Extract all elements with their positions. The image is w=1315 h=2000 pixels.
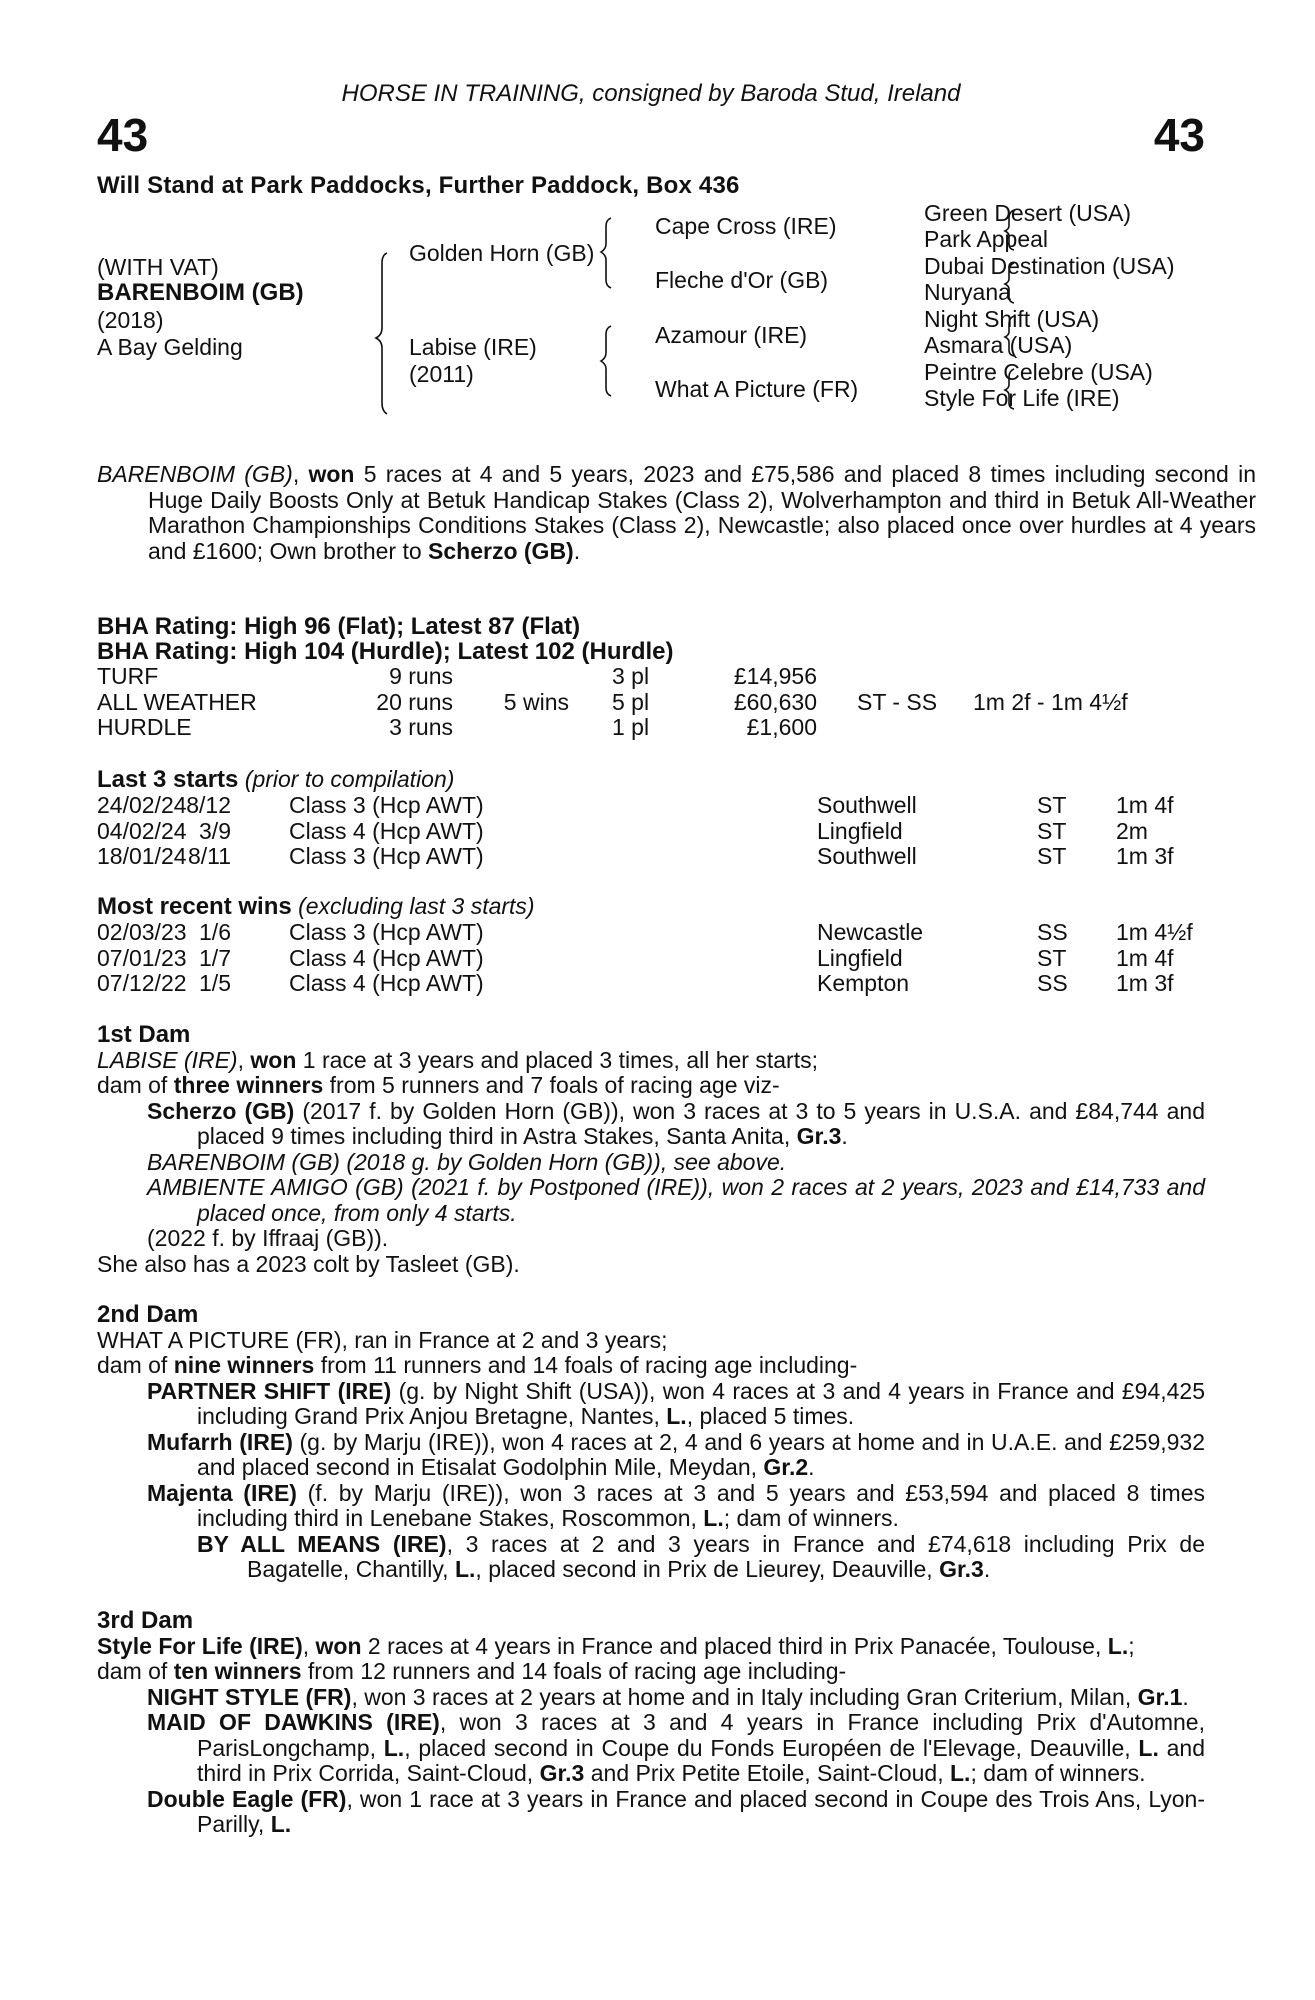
recent-win-pos: 1/7 (199, 944, 231, 971)
recent-win-row (97, 946, 1205, 972)
third-dam-produce-c: from 12 runners and 14 foals of racing age including- (301, 1658, 847, 1684)
recent-win-going: ST (1037, 944, 1067, 971)
recent-win-going: SS (1037, 970, 1068, 996)
last-start-pos: 8/11 (187, 843, 231, 869)
recent-win-race: Class 4 (Hcp AWT) (289, 944, 484, 971)
third-dam-text: 2 races at 4 years in France and placed third in Prix Panacée, Toulouse, (361, 1632, 1108, 1659)
third-dam-listed: L. (1107, 1632, 1129, 1659)
last-start-row (97, 819, 1205, 845)
produce-by-all-means-grade: Gr.3 (939, 1556, 984, 1582)
produce-ambiente-amigo-text: AMBIENTE AMIGO (GB) (2021 f. by Postponed (IRE)), won 2 races at 2 years, 2023 and £14,733 and placed once, from only 4 starts. (147, 1174, 1205, 1226)
recent-win-course: Newcastle (817, 919, 924, 945)
last-start-pos: 3/9 (199, 817, 231, 844)
produce-partner-shift-end: , placed 5 times. (686, 1403, 855, 1429)
rating-surface: TURF (97, 663, 159, 689)
produce-partner-shift (97, 1379, 1205, 1430)
produce-maid-of-dawkins-mid-2: and third in Prix Corrida, Saint-Cloud, (197, 1734, 1205, 1786)
sire-name: Golden Horn (GB) (409, 240, 595, 266)
recent-win-race: Class 3 (Hcp AWT) (289, 919, 484, 945)
recent-win-course: Lingfield (817, 944, 903, 971)
produce-night-style-name: NIGHT STYLE (FR) (147, 1683, 352, 1710)
produce-night-style-end: . (1182, 1683, 1189, 1710)
sire-sire: Cape Cross (IRE) (655, 213, 837, 239)
produce-by-all-means-listed: L. (454, 1556, 476, 1582)
recent-win-dist: 1m 3f (1116, 970, 1174, 996)
produce-scherzo-grade: Gr.3 (796, 1123, 842, 1149)
produce-barenboim: BARENBOIM (GB) (2018 g. by Golden Horn (GB)), see above. (147, 1148, 787, 1175)
rating-dist: 1m 2f - 1m 4½f (973, 688, 1128, 715)
rating-row (97, 690, 1205, 716)
produce-scherzo-name: Scherzo (GB) (147, 1097, 295, 1124)
produce-2022-filly: (2022 f. by Iffraaj (GB)). (147, 1225, 389, 1251)
bracket-sire (601, 218, 611, 288)
grandparent-3: Dubai Destination (USA) (924, 253, 1175, 279)
recent-win-dist: 1m 4f (1116, 944, 1174, 971)
rating-placed: 3 pl (612, 663, 650, 689)
produce-by-all-means (97, 1532, 1205, 1583)
last-start-going: ST (1037, 817, 1067, 844)
rating-surface: ALL WEATHER (97, 688, 257, 715)
summary-horse-name: BARENBOIM (GB) (97, 461, 293, 487)
rating-wins: 5 wins (503, 688, 569, 715)
produce-majenta (97, 1481, 1205, 1532)
produce-maid-of-dawkins-listed-1: L. (383, 1734, 405, 1761)
recent-wins-note: (excluding last 3 starts) (291, 893, 535, 919)
second-dam-heading: 2nd Dam (97, 1301, 199, 1328)
last-start-race: Class 3 (Hcp AWT) (289, 792, 484, 818)
first-dam-produce-line (97, 1073, 1205, 1099)
produce-majenta-text: (f. by Marju (IRE)), won 3 races at 3 and 5 years and £53,594 and placed 8 times including third in Lenebane Stakes, Roscommon, (197, 1479, 1205, 1531)
produce-maid-of-dawkins-mid-1: , placed second in Coupe du Fonds Européen de l'Elevage, Deauville, (404, 1734, 1139, 1761)
vat-note: (WITH VAT) (97, 254, 219, 280)
recent-win-date: 07/12/22 (97, 970, 187, 996)
rating-prize: £14,956 (733, 663, 817, 689)
lot-number-right: 43 (1153, 109, 1205, 161)
horse-year: (2018) (97, 307, 164, 333)
sire-dam: Fleche d'Or (GB) (655, 267, 829, 293)
produce-double-eagle-text: , won 1 race at 3 years in France and placed second in Coupe des Trois Ans, Lyon-Parilly, (197, 1785, 1205, 1837)
recent-win-row (97, 971, 1205, 997)
produce-mufarrh-end: . (808, 1454, 815, 1480)
rating-runs: 9 runs (389, 663, 453, 689)
produce-partner-shift-listed: L. (666, 1403, 687, 1429)
third-dam-line: Style For Life (IRE), won 2 races at 4 years in France and placed third in Prix Panacée, Toulouse, L.; (97, 1632, 1135, 1659)
rating-prize: £60,630 (733, 688, 817, 715)
recent-win-date: 07/01/23 (97, 944, 187, 971)
dam-sire: Azamour (IRE) (655, 322, 808, 348)
last-start-race: Class 4 (Hcp AWT) (289, 817, 484, 844)
last-start-going: ST (1037, 843, 1067, 869)
rating-runs: 20 runs (376, 688, 453, 715)
first-dam-winners: three winners (173, 1072, 324, 1098)
second-dam-winners: nine winners (173, 1352, 315, 1378)
summary-brother: Scherzo (GB) (428, 537, 574, 564)
grandparent-6: Asmara (USA) (924, 332, 1073, 358)
last-start-date: 24/02/24 (97, 792, 187, 818)
last-starts-title: Last 3 starts (97, 766, 239, 793)
produce-mufarrh-name: Mufarrh (IRE) (147, 1428, 293, 1455)
produce-maid-of-dawkins-listed-3: L. (949, 1760, 971, 1786)
second-dam-produce-line (97, 1353, 1205, 1379)
last-start-going: ST (1037, 792, 1067, 818)
rating-row (97, 715, 1205, 741)
produce-scherzo (97, 1099, 1205, 1150)
third-dam-won: won (315, 1632, 362, 1659)
produce-maid-of-dawkins (97, 1710, 1205, 1787)
recent-win-pos: 1/5 (199, 970, 231, 996)
third-dam-produce-line (97, 1659, 1205, 1685)
rating-prize: £1,600 (746, 714, 817, 740)
rating-runs: 3 runs (389, 714, 453, 740)
last-start-course: Southwell (817, 843, 917, 869)
grandparent-7: Peintre Celebre (USA) (924, 359, 1153, 385)
recent-win-going: SS (1037, 919, 1068, 945)
produce-majenta-name: Majenta (IRE) (147, 1479, 297, 1506)
grandparent-8: Style For Life (IRE) (924, 385, 1120, 411)
rating-placed: 1 pl (612, 714, 650, 740)
recent-win-pos: 1/6 (199, 919, 231, 945)
last-starts-note: (prior to compilation) (238, 766, 455, 792)
consignor-banner: HORSE IN TRAINING, consigned by Baroda Stud, Ireland (341, 80, 961, 107)
first-dam-text: 1 race at 3 years and placed 3 times, all her starts; (296, 1046, 818, 1073)
produce-night-style-grade: Gr.1 (1137, 1683, 1183, 1710)
produce-night-style (97, 1685, 1205, 1711)
rating-placed: 5 pl (612, 688, 650, 715)
produce-by-all-means-name: BY ALL MEANS (IRE) (197, 1530, 447, 1557)
produce-maid-of-dawkins-listed-2: L. (1138, 1734, 1159, 1761)
summary-won: won (308, 461, 355, 487)
produce-double-eagle-listed: L. (270, 1811, 292, 1837)
last-start-dist: 2m (1116, 817, 1148, 844)
grandparent-4: Nuryana (924, 279, 1011, 305)
grandparent-5: Night Shift (USA) (924, 306, 1100, 332)
pedigree-table (97, 200, 1205, 418)
third-dam-name: Style For Life (IRE) (97, 1632, 303, 1659)
produce-majenta-end: ; dam of winners. (723, 1505, 899, 1531)
last-start-dist: 1m 4f (1116, 792, 1174, 818)
produce-maid-of-dawkins-grade: Gr.3 (539, 1760, 585, 1786)
bracket-main (376, 253, 387, 414)
last-start-date: 18/01/24 (97, 843, 187, 869)
third-dam-heading: 3rd Dam (97, 1607, 194, 1634)
racing-summary: BARENBOIM (GB), won 5 races at 4 and 5 years, 2023 and £75,586 and placed 8 times including second in Huge Daily Boosts Only at Betuk Handicap Stakes (Class 2), Wolverhampton and third in Betuk All-Weather Marathon Championships Conditions Stakes (Class 2), Newcastle; also placed once over hurdles at 4 years and £1600; Own brother to Scherzo (GB). (97, 461, 1256, 564)
third-dam-end: ; (1128, 1632, 1135, 1659)
produce-maid-of-dawkins-text: , won 3 races at 3 and 4 years in France including Prix d'Automne, ParisLongchamp, (197, 1709, 1205, 1761)
summary-end: . (573, 537, 581, 564)
last-start-date: 04/02/24 (97, 817, 187, 844)
second-dam-section (97, 1302, 1205, 1583)
produce-mufarrh-grade: Gr.2 (763, 1454, 809, 1480)
rating-surface: HURDLE (97, 714, 192, 740)
second-dam-line: WHAT A PICTURE (FR), ran in France at 2 and 3 years; (97, 1326, 668, 1353)
produce-mufarrh (97, 1430, 1205, 1481)
last-start-course: Lingfield (817, 817, 903, 844)
third-dam-produce-a: dam of (97, 1658, 174, 1684)
produce-ambiente-amigo (97, 1175, 1205, 1226)
produce-partner-shift-text: (g. by Night Shift (USA)), won 4 races at 3 and 4 years in France and £94,425 including Grand Prix Anjou Bretagne, Nantes, (197, 1377, 1206, 1429)
produce-majenta-listed: L. (703, 1505, 724, 1531)
produce-maid-of-dawkins-mid-3: and Prix Petite Etoile, Saint-Cloud, (584, 1760, 950, 1786)
produce-maid-of-dawkins-name: MAID OF DAWKINS (IRE) (147, 1709, 440, 1735)
grandparent-1: Green Desert (USA) (924, 200, 1132, 226)
first-dam-section (97, 1022, 1205, 1277)
produce-partner-shift-name: PARTNER SHIFT (IRE) (147, 1377, 392, 1404)
last-start-dist: 1m 3f (1116, 843, 1174, 869)
recent-wins-title: Most recent wins (97, 893, 292, 920)
grandparent-2: Park Appeal (924, 226, 1049, 252)
produce-mufarrh-text: (g. by Marju (IRE)), won 4 races at 2, 4 and 6 years at home and in U.A.E. and £259,932 and placed second in Etisalat Godolphin Mile, Meydan, (197, 1428, 1205, 1480)
lot-number-left: 43 (97, 109, 149, 161)
last-start-pos: 8/12 (186, 792, 231, 818)
rating-going: ST - SS (857, 688, 938, 715)
summary-text: 5 races at 4 and 5 years, 2023 and £75,586 and placed 8 times including second in Huge Daily Boosts Only at Betuk Handicap Stakes (Class 2), Wolverhampton and third in Betuk All-Weather Marathon Championships Conditions Stakes (Class 2), Newcastle; also placed once over hurdles at 4 years and £1600; Own brother to (148, 461, 1256, 564)
recent-win-course: Kempton (817, 970, 910, 996)
horse-name: BARENBOIM (GB) (97, 279, 304, 306)
produce-scherzo-text: (2017 f. by Golden Horn (GB)), won 3 races at 3 to 5 years in U.S.A. and £84,744 and placed 9 times including third in Astra Stakes, Santa Anita, (197, 1097, 1206, 1149)
produce-night-style-text: , won 3 races at 2 years at home and in Italy including Gran Criterium, Milan, (351, 1683, 1138, 1710)
stand-location: Will Stand at Park Paddocks, Further Paddock, Box 436 (97, 172, 740, 199)
second-dam-produce-c: from 11 runners and 14 foals of racing age including- (314, 1352, 858, 1378)
produce-by-all-means-mid: , placed second in Prix de Lieurey, Deauville, (475, 1556, 940, 1582)
recent-win-row (97, 920, 1205, 946)
recent-win-race: Class 4 (Hcp AWT) (289, 970, 484, 996)
rating-row (97, 664, 1205, 690)
first-dam-won: won (250, 1046, 297, 1073)
recent-wins-heading (97, 894, 1205, 920)
first-dam-name: LABISE (IRE) (97, 1046, 238, 1073)
first-dam-foal-note: She also has a 2023 colt by Tasleet (GB). (97, 1250, 520, 1277)
produce-double-eagle (97, 1787, 1205, 1838)
dam-name: Labise (IRE) (409, 334, 537, 360)
last-start-course: Southwell (817, 792, 917, 818)
bha-rating-flat: BHA Rating: High 96 (Flat); Latest 87 (Flat) (97, 613, 581, 640)
first-dam-heading: 1st Dam (97, 1021, 191, 1048)
last-start-row (97, 844, 1205, 870)
recent-win-dist: 1m 4½f (1116, 919, 1193, 945)
produce-maid-of-dawkins-end: ; dam of winners. (970, 1760, 1146, 1786)
dam-year: (2011) (409, 361, 474, 387)
dam-dam: What A Picture (FR) (655, 376, 859, 402)
produce-double-eagle-name: Double Eagle (FR) (147, 1785, 347, 1812)
last-start-row (97, 793, 1205, 819)
first-dam-produce-c: from 5 runners and 7 foals of racing age viz- (323, 1072, 780, 1098)
third-dam-section (97, 1608, 1205, 1838)
produce-by-all-means-end: . (983, 1556, 991, 1582)
last-start-race: Class 3 (Hcp AWT) (289, 843, 484, 869)
third-dam-winners: ten winners (173, 1658, 302, 1684)
first-dam-produce-a: dam of (97, 1072, 174, 1098)
first-dam-line: LABISE (IRE), won 1 race at 3 years and placed 3 times, all her starts; (97, 1046, 818, 1073)
horse-description: A Bay Gelding (97, 334, 243, 360)
produce-by-all-means-text: , 3 races at 2 and 3 years in France and £74,618 including Prix de Bagatelle, Chantilly, (247, 1530, 1205, 1582)
bracket-dam (601, 326, 611, 396)
last-starts-heading (97, 767, 1205, 793)
recent-win-date: 02/03/23 (97, 919, 187, 945)
bha-rating-hurdle: BHA Rating: High 104 (Hurdle); Latest 102 (Hurdle) (97, 638, 674, 665)
produce-scherzo-end: . (841, 1123, 848, 1149)
second-dam-produce-a: dam of (97, 1352, 174, 1378)
